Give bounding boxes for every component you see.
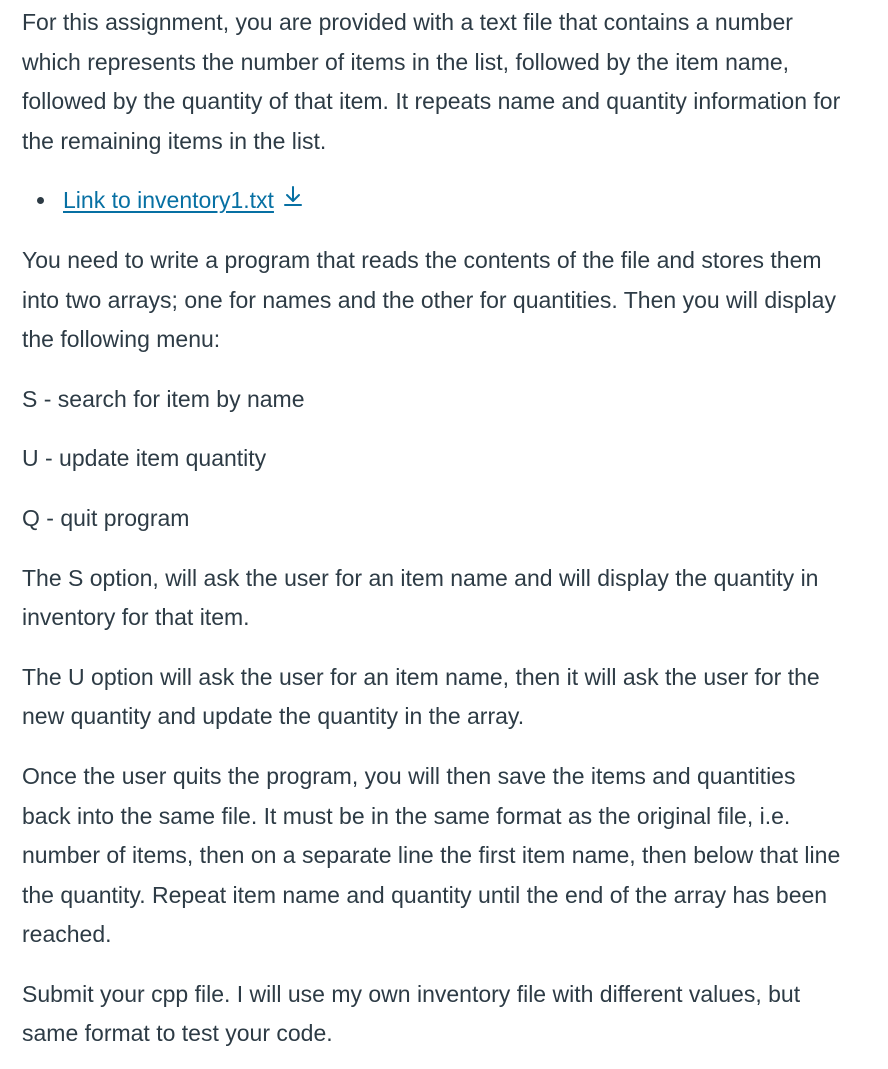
intro-paragraph: For this assignment, you are provided with a text file that contains a number which represents the number of items in the list, followed by the item name, followed by the quantity of that item. It repeats name and quantity information for the remaining items in the list. xyxy=(22,9,841,154)
u-option-paragraph: The U option will ask the user for an item name, then it will ask the user for the new quantity and update the quantity in the array. xyxy=(22,663,820,730)
menu-option-update: U - update item quantity xyxy=(22,445,267,472)
submit-paragraph: Submit your cpp file. I will use my own inventory file with different values, but same format to test your code. xyxy=(22,980,801,1047)
requirements-paragraph: You need to write a program that reads the contents of the file and stores them into two arrays; one for names and the other for quantities. Then you will display the following menu: xyxy=(22,246,836,353)
menu-option-quit: Q - quit program xyxy=(22,504,190,531)
menu-option-search: S - search for item by name xyxy=(22,385,305,412)
file-link-list xyxy=(22,181,848,221)
save-paragraph: Once the user quits the program, you will then save the items and quantities back into the same file. It must be in the same format as the original file, i.e. number of items, then on a separate line the first item name, then below that line the quantity. Repeat item name and quantity until the end of the array has been reached. xyxy=(22,762,841,948)
file-link-item xyxy=(63,181,848,221)
inventory-file-link[interactable]: Link to inventory1.txt xyxy=(63,187,274,214)
s-option-paragraph: The S option, will ask the user for an item name and will display the quantity in inventory for that item. xyxy=(22,564,819,631)
download-icon[interactable] xyxy=(281,180,305,220)
